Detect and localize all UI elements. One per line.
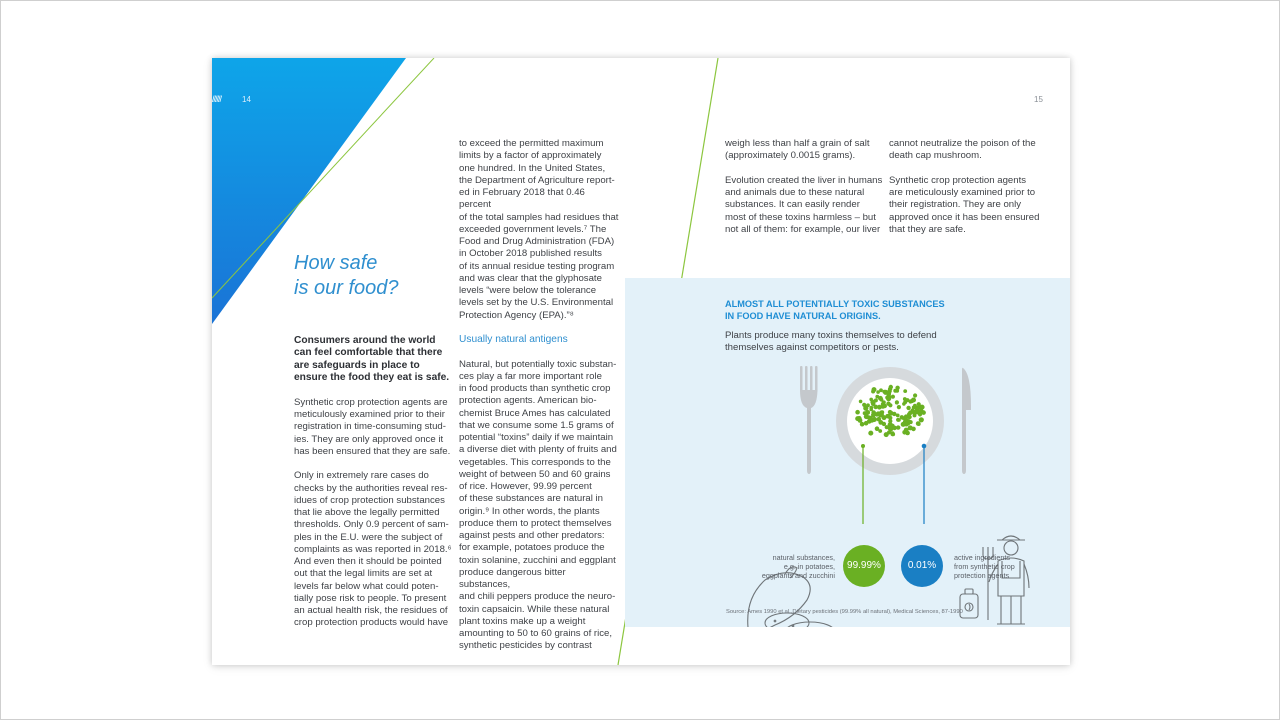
pea [919, 417, 924, 422]
pea [882, 422, 886, 426]
pea [903, 420, 907, 424]
pea [869, 398, 873, 402]
pea [878, 429, 882, 433]
pea [871, 402, 876, 407]
brochure-spread [212, 58, 1070, 665]
pea [921, 410, 926, 415]
fork-icon [800, 366, 818, 474]
pea [911, 398, 916, 403]
pea [871, 413, 876, 418]
knife-icon [962, 368, 971, 474]
paragraph: Only in extremely rare cases do checks by the authorities reveal res- idues of crop protection substances that lie above the legally permitted thresholds. Only 0.9 percent of sam- ples in the E.U. were the subject of complaints as was reported in 2018.⁶ And even then it should be pointed out that the legal limits are set at levels far below what could poten- tially pose risk to people. To present an actual health risk, the residues of crop protection products would have [294, 470, 452, 629]
pea [887, 430, 891, 434]
pea [879, 388, 883, 392]
source-citation: Source: Ames 1990 et al.,Dietary pesticides (99.99% all natural), Medical Sciences, 87-1990 [726, 609, 963, 615]
natural-substances-label: natural substances, e.g. in potatoes, eggplants and zucchini [761, 553, 835, 581]
synthetic-percentage-bubble: 0.01% [901, 545, 943, 587]
pea [902, 430, 907, 435]
pea [909, 420, 913, 424]
natural-percentage-bubble: 99.99% [843, 545, 885, 587]
pea [913, 393, 917, 397]
stripe-marks: ////// [212, 94, 222, 104]
pea [857, 416, 861, 420]
pea [859, 400, 863, 404]
heading-line-1: ALMOST ALL POTENTIALLY TOXIC SUBSTANCES [725, 299, 945, 309]
pea [888, 410, 892, 414]
pea [896, 418, 900, 422]
pea [888, 422, 893, 427]
paragraph: Synthetic crop protection agents are meticulously examined prior to their registration in time-consuming stud- ies. They are only approved once it has been ensured that they are safe. [294, 396, 451, 457]
pea [895, 400, 899, 404]
pea [868, 431, 873, 436]
text-column-1 [294, 335, 454, 642]
pea [891, 395, 895, 399]
pea [903, 400, 907, 404]
pea [878, 396, 883, 401]
pea [908, 425, 913, 430]
pea [893, 389, 897, 393]
paragraph: to exceed the permitted maximum limits by a factor of approximately one hundred. In the United States, the Department of Agriculture report- ed in February 2018 that 0.46 percent of the total samples had residues that exceeded government levels.⁷ The Food and Drug Administration (FDA) in October 2018 published results of its annual residue testing program and was clear that the glyphosate levels “were below the tolerance levels set by the U.S. Environmental Protection Agency (EPA).”⁸ [459, 138, 619, 321]
pea [917, 405, 922, 410]
pea [882, 400, 886, 404]
text-column-3 [725, 138, 883, 248]
title-line-2: is our food? [294, 277, 399, 299]
pea [897, 405, 901, 409]
page-number-right: 15 [1034, 95, 1043, 104]
pea [917, 422, 921, 426]
paragraph: Natural, but potentially toxic substan- ces play a far more important role in food products than synthetic crop protection agents. American bio- chemist Bruce Ames has calculated that we consume some 1.5 grams of potential “toxins” daily if we maintain a diverse diet with plenty of fruits and vegetables. This corresponds to the weight of between 50 and 60 grains of rice. However, 99.99 percent of these substances are natural in origin.⁹ In other words, the plants produce them to protect themselves against pests and other predators: for example, potatoes produce the toxin solanine, zucchini and eggplant produce dangerous bitter substances, and chili peppers produce the neuro- toxin capsaicin. While these natural plant toxins make up a weight amounting to 50 to 60 grains of rice, synthetic pesticides by contrast [459, 358, 617, 652]
pea [913, 404, 917, 408]
pea [904, 414, 908, 418]
paragraph: Synthetic crop protection agents are meticulously examined prior to their registration. They are only approved once it has been ensured that they are safe. [889, 174, 1040, 235]
paragraph: weigh less than half a grain of salt (approximately 0.0015 grams). [725, 138, 870, 162]
pea [887, 391, 891, 395]
lead-paragraph: Consumers around the world can feel comfortable that there are safeguards in place to ensure the food they eat is safe. [294, 335, 450, 384]
pea [872, 387, 877, 392]
infographic-panel [625, 278, 1070, 627]
synthetic-ingredients-label: active ingredients from synthetic crop protection agents [954, 553, 1015, 581]
page-number-left: 14 [242, 95, 251, 104]
pea [855, 410, 860, 415]
pea [903, 389, 907, 393]
text-column-4 [889, 138, 1049, 248]
subheading: Usually natural antigens [459, 334, 568, 345]
paragraph: Evolution created the liver in humans and animals due to these natural substances. It can easily render most of these toxins harmless – but not all of them: for example, our liver [725, 174, 883, 235]
paragraph: cannot neutralize the poison of the death cap mushroom. [889, 138, 1036, 162]
pea [870, 418, 875, 423]
pea [864, 414, 869, 419]
pea [879, 412, 884, 417]
title-line-1: How safe [294, 252, 378, 274]
pea [889, 385, 893, 389]
heading-line-2: IN FOOD HAVE NATURAL ORIGINS. [725, 310, 881, 321]
pea [906, 406, 910, 410]
pea [896, 414, 900, 418]
pea [891, 432, 895, 436]
plate-of-peas-icon [836, 367, 944, 475]
pea [885, 396, 889, 400]
text-column-2 [459, 138, 619, 665]
page-title [294, 251, 399, 301]
pea [888, 403, 892, 407]
infographic-subtext: Plants produce many toxins themselves to defend themselves against competitors or pests. [725, 330, 937, 354]
pea [874, 398, 878, 402]
pea [860, 422, 865, 427]
pea [863, 406, 868, 411]
pea [865, 410, 869, 414]
